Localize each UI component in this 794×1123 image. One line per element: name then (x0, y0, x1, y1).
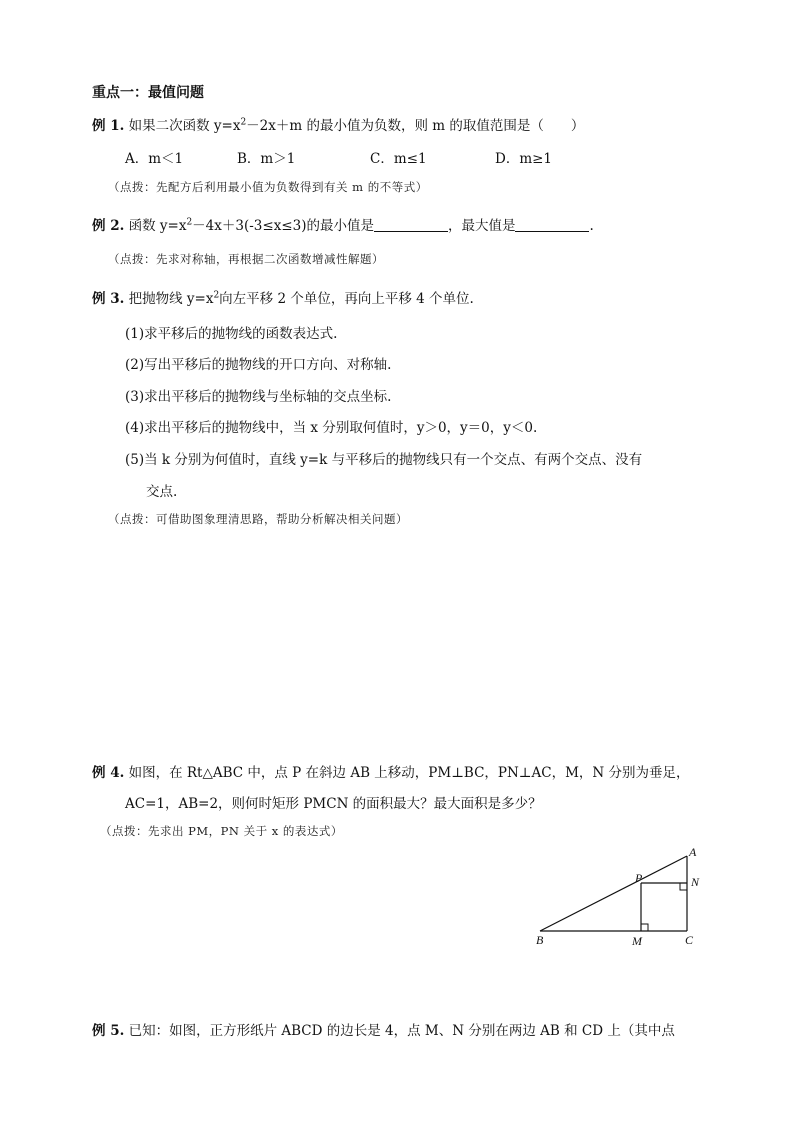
example-2-hint: （点拨：先求对称轴，再根据二次函数增减性解题） (108, 252, 384, 266)
example-5-label: 例 5. (92, 1023, 125, 1039)
example-3-text-pre: 把抛物线 y=x (124, 291, 214, 307)
example-3-question (92, 287, 474, 307)
example-2-label: 例 2. (92, 218, 125, 234)
example-5-text: 已知：如图，正方形纸片 ABCD 的边长是 4，点 M、N 分别在两边 AB 和 CD 上（其中点 (124, 1023, 675, 1039)
choice-c: C．m≤1 (370, 151, 427, 167)
choice-b: B．m＞1 (237, 151, 296, 167)
example-4-hint: （点拨：先求出 PM，PN 关于 x 的表达式） (100, 824, 343, 838)
example-2-text-mid2: ，最大值是 (447, 218, 516, 234)
example-5-question (92, 1019, 675, 1039)
example-3-exponent: 2 (213, 290, 220, 301)
example-4-question-line-2: AC=1，AB=2，则何时矩形 PMCN 的面积最大？最大面积是多少？ (125, 796, 542, 812)
example-2-question (92, 214, 594, 234)
segment-ab (540, 856, 687, 931)
example-3-item-1: (1)求平移后的抛物线的函数表达式. (125, 326, 338, 342)
example-4-text: 如图，在 Rt△ABC 中，点 P 在斜边 AB 上移动，PM⊥BC，PN⊥AC，M，N 分别为垂足， (124, 765, 690, 781)
right-triangle-figure (530, 840, 710, 955)
example-3-text-post: 向左平移 2 个单位，再向上平移 4 个单位. (219, 291, 474, 307)
example-3-hint: （点拨：可借助图象理清思路，帮助分析解决相关问题） (108, 512, 408, 526)
example-2-text-mid: －4x＋3(-3≤x≤3)的最小值是 (192, 218, 374, 234)
example-3-item-5-cont: 交点. (146, 484, 178, 500)
example-3-item-2: (2)写出平移后的抛物线的开口方向、对称轴. (125, 357, 392, 373)
example-3-item-4: (4)求出平移后的抛物线中，当 x 分别取何值时，y＞0，y＝0，y＜0. (125, 420, 538, 436)
example-1-text-pre: 如果二次函数 y=x (124, 118, 241, 134)
example-3-item-5: (5)当 k 分别为何值时，直线 y=k 与平移后的抛物线只有一个交点、有两个交点、没有 (125, 452, 643, 468)
example-2-text-pre: 函数 y=x (124, 218, 187, 234)
example-1-question (92, 114, 584, 134)
point-label-c: C (685, 933, 694, 947)
point-label-n: N (691, 875, 700, 889)
right-angle-mark-m (641, 924, 648, 931)
example-3-item-3: (3)求出平移后的抛物线与坐标轴的交点坐标. (125, 389, 392, 405)
example-1-label: 例 1. (92, 118, 125, 134)
example-2-text-end: . (589, 218, 594, 234)
section-title: 重点一：最值问题 (92, 85, 204, 101)
point-label-a: A (689, 845, 697, 859)
min-value-blank[interactable] (374, 217, 448, 232)
point-label-m: M (632, 934, 642, 948)
right-angle-mark-n (680, 883, 687, 890)
point-label-b: B (536, 933, 544, 947)
example-1-text-post: －2x＋m 的最小值为负数，则 m 的取值范围是（ ） (246, 118, 585, 134)
choice-d: D．m≥1 (495, 151, 553, 167)
example-4-question-line-1 (92, 761, 690, 781)
example-4-label: 例 4. (92, 765, 125, 781)
example-1-exponent: 2 (240, 117, 247, 128)
example-3-label: 例 3. (92, 291, 125, 307)
max-value-blank[interactable] (515, 217, 589, 232)
example-2-exponent: 2 (186, 217, 193, 228)
choice-a: A．m＜1 (125, 151, 184, 167)
point-label-p: P (635, 871, 643, 885)
example-1-hint: （点拨：先配方后利用最小值为负数得到有关 m 的不等式） (108, 180, 428, 194)
